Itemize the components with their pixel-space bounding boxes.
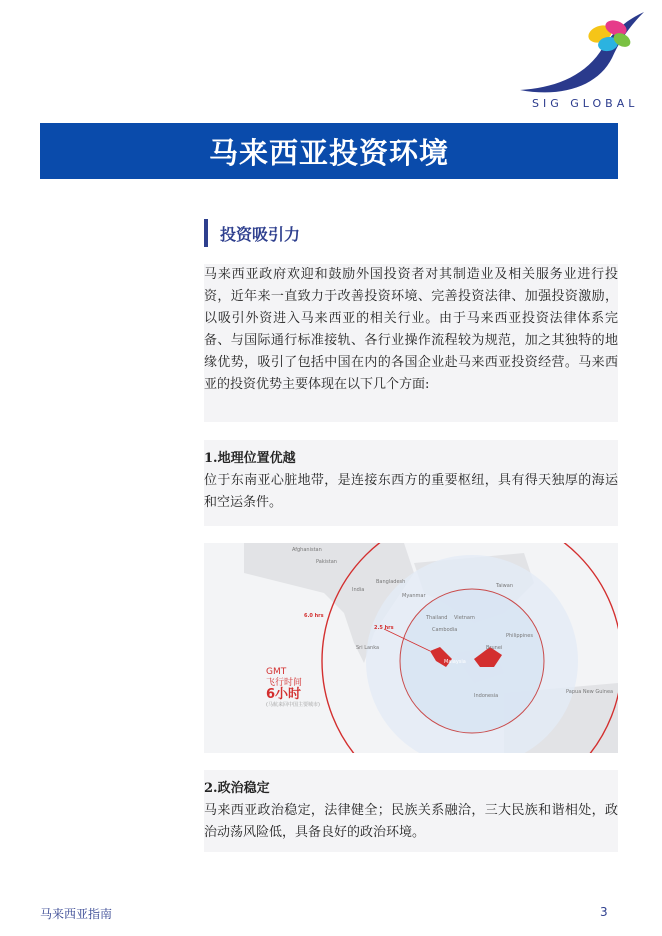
label-brunei: Brunei xyxy=(486,645,503,651)
label-india: India xyxy=(352,587,365,593)
label-cambodia: Cambodia xyxy=(432,627,458,633)
label-malaysia: Malaysia xyxy=(444,659,466,665)
footer-guide-title: 马来西亚指南 xyxy=(40,907,113,921)
label-6-hrs: 6.0 hrs xyxy=(304,613,324,619)
label-vietnam: Vietnam xyxy=(454,615,475,621)
flight-note: (马航来回中国主要城市) xyxy=(266,702,320,708)
flight-hours: 6小时 xyxy=(266,687,302,702)
point-heading: 2.政治稳定 xyxy=(204,781,270,796)
intro-text: 马来西亚政府欢迎和鼓励外国投资者对其制造业及相关服务业进行投资，近年来一直致力于改善投资环境、完善投资法律、加强投资激励，以吸引外资进入马来西亚的相关行业。由于马来西亚投资法律体系完备、与国际通行标准接轨、各行业操作流程较为规范，加之其独特的地缘优势，吸引了包括中国在内的各国企业赴马来西亚投资经营。马来西亚的投资优势主要体现在以下几个方面: xyxy=(204,267,618,392)
gmt-label: GMT xyxy=(266,667,287,677)
label-bangladesh: Bangladesh xyxy=(376,579,406,585)
section-header xyxy=(204,219,300,247)
label-indonesia: Indonesia xyxy=(474,693,499,699)
label-2-5-hrs: 2.5 hrs xyxy=(374,625,394,631)
label-papua-new-guinea: Papua New Guinea xyxy=(566,689,614,695)
label-myanmar: Myanmar xyxy=(402,593,426,599)
label-pakistan: Pakistan xyxy=(316,559,337,565)
section-accent-bar xyxy=(204,219,208,247)
flight-time-label: 飞行时间 xyxy=(266,678,303,688)
label-philippines: Philippines xyxy=(506,633,533,639)
page-number: 3 xyxy=(600,905,608,919)
label-sri-lanka: Sri Lanka xyxy=(356,645,380,651)
section-title: 投资吸引力 xyxy=(220,224,301,244)
intro-block xyxy=(204,264,618,422)
label-taiwan: Taiwan xyxy=(496,583,514,589)
point-politics xyxy=(204,770,618,852)
logo-text: SIG GLOBAL xyxy=(532,97,639,110)
gmt-callout xyxy=(266,667,320,711)
flight-map xyxy=(204,543,618,753)
point-text: 马来西亚政治稳定，法律健全；民族关系融洽，三大民族和谐相处，政治动荡风险低，具备良好的政治环境。 xyxy=(204,803,618,840)
map-graphic xyxy=(204,543,618,753)
label-afghanistan: Afghanistan xyxy=(292,547,322,553)
label-thailand: Thailand xyxy=(426,615,448,621)
point-text: 位于东南亚心脏地带，是连接东西方的重要枢纽，具有得天独厚的海运和空运条件。 xyxy=(204,473,618,510)
page-title: 马来西亚投资环境 xyxy=(40,123,618,179)
point-geography xyxy=(204,440,618,526)
point-heading: 1.地理位置优越 xyxy=(204,451,296,466)
